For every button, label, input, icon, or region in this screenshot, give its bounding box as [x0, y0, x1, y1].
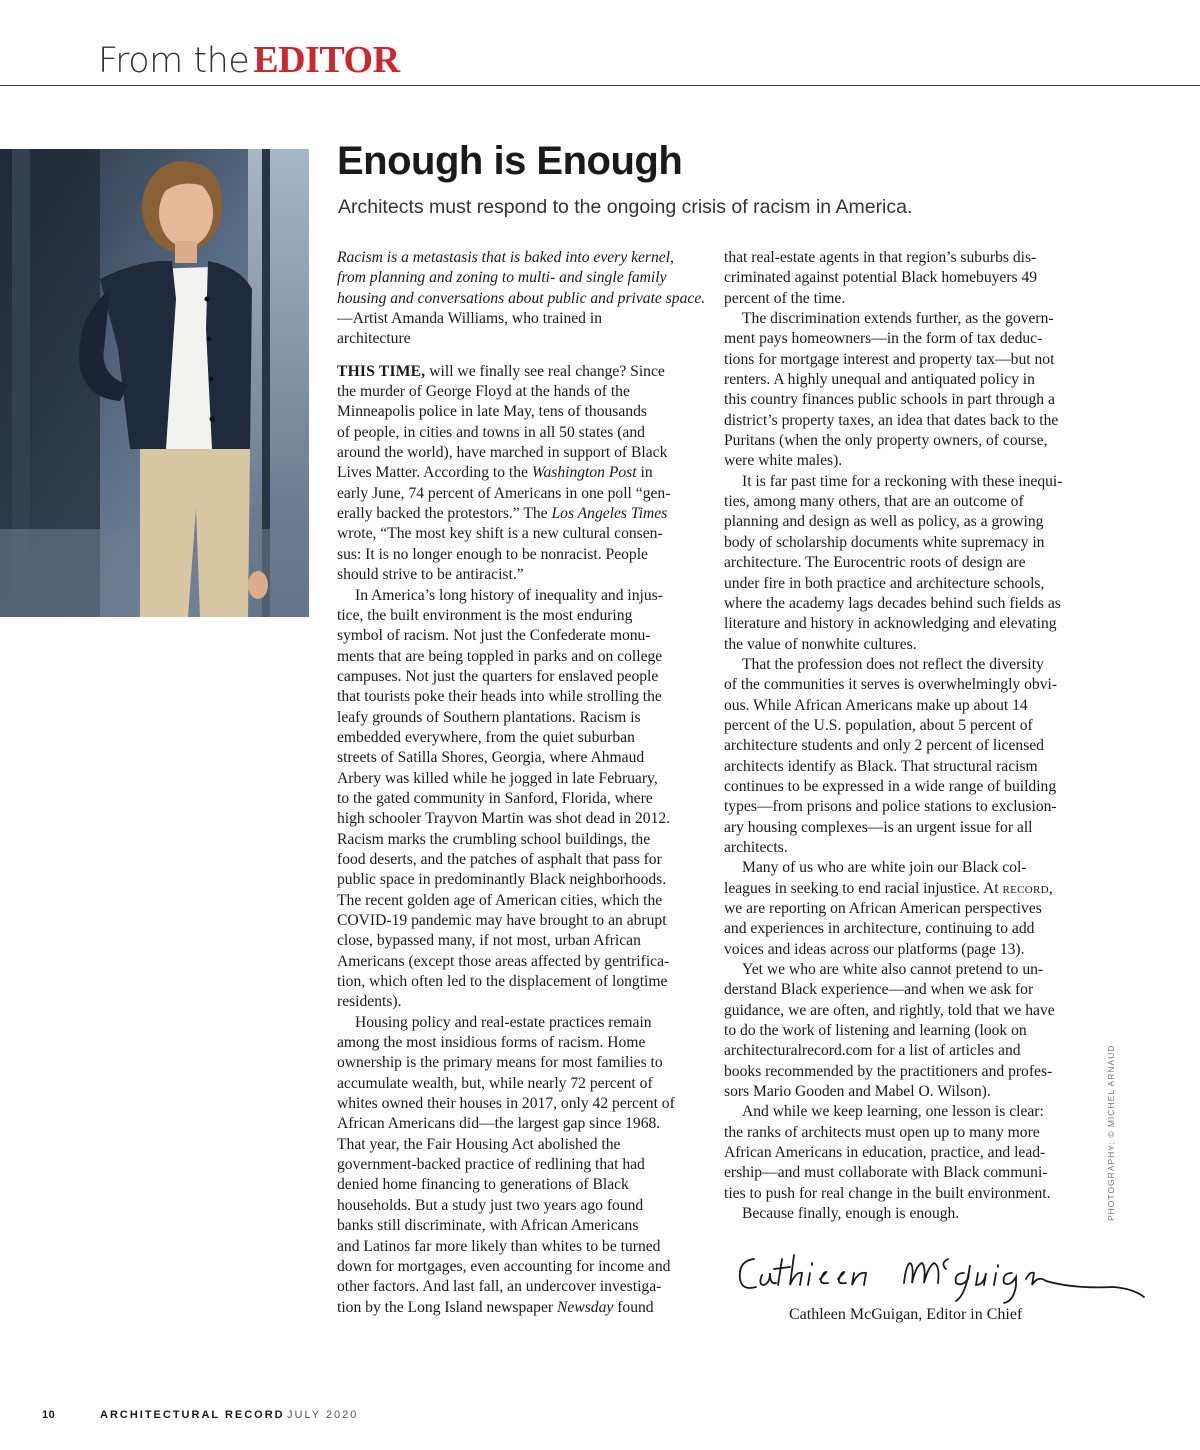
- body-line: district’s property taxes, an idea that dates back to the: [724, 411, 1059, 429]
- body-line: architecture students and only 2 percent of licensed: [724, 737, 1044, 755]
- body-line: and experiences in architecture, continuing to add: [724, 920, 1035, 938]
- record-wordmark: record: [1002, 879, 1049, 897]
- section-header: [98, 38, 400, 82]
- body-line: derstand Black experience—and when we ask for: [724, 981, 1034, 999]
- body-line: under fire in both practice and architecture schools,: [724, 574, 1045, 592]
- editor-signature: [734, 1245, 1150, 1307]
- body-line: Puritans (when the only property owners, of course,: [724, 432, 1048, 450]
- photo-credit: PHOTOGRAPHY: © MICHEL ARNAUD: [1106, 1044, 1116, 1221]
- body-line: banks still discriminate, with African Americans: [337, 1217, 639, 1235]
- body-line: Housing policy and real-estate practices remain: [355, 1013, 652, 1031]
- publication-name: ARCHITECTURAL RECORD: [100, 1409, 285, 1421]
- body-line: were white males).: [724, 452, 843, 470]
- body-line: ous. While African Americans make up about 14: [724, 696, 1028, 714]
- body-line: wrote, “The most key shift is a new cultural consen-: [337, 525, 663, 543]
- body-line: the value of nonwhite cultures.: [724, 635, 917, 653]
- body-line: architects identify as Black. That structural racism: [724, 757, 1038, 775]
- body-line: Because finally, enough is enough.: [742, 1205, 960, 1223]
- body-line: early June, 74 percent of Americans in one poll “gen-: [337, 484, 671, 502]
- body-line: planning and design as well as policy, as a growing: [724, 513, 1044, 531]
- body-line: to do the work of listening and learning (look on: [724, 1022, 1027, 1040]
- body-line: body of scholarship documents white supremacy in: [724, 533, 1045, 551]
- body-line: of the communities it serves is overwhelmingly obvi-: [724, 676, 1058, 694]
- body-line: ary housing complexes—is an urgent issue for all: [724, 818, 1033, 836]
- body-line: percent of the U.S. population, about 5 percent of: [724, 716, 1033, 734]
- body-line: leafy grounds of Southern plantations. Racism is: [337, 708, 641, 726]
- body-line: criminated against potential Black homebuyers 49: [724, 269, 1038, 287]
- body-line: high schooler Trayvon Martin was shot dead in 2012.: [337, 810, 671, 828]
- body-line: where the academy lags decades behind such fields as: [724, 594, 1061, 612]
- body-line: literature and history in acknowledging and elevating: [724, 615, 1057, 633]
- quote-line: housing and conversations about public and private space.: [337, 289, 706, 307]
- body-line: down for mortgages, even accounting for income and: [337, 1257, 671, 1275]
- body-line: African Americans in education, practice, and lead-: [724, 1144, 1046, 1162]
- body-line: close, bypassed many, if not most, urban African: [337, 932, 641, 950]
- body-line: accumulate wealth, but, while nearly 72 percent of: [337, 1074, 653, 1092]
- body-line: Yet we who are white also cannot pretend to un-: [742, 961, 1044, 979]
- body-line: That the profession does not reflect the diversity: [742, 655, 1044, 673]
- body-line: tion by the Long Island newspaper Newsday found: [337, 1298, 654, 1316]
- body-line: embedded everywhere, from the quiet suburban: [337, 728, 635, 746]
- body-line: renters. A highly unequal and antiquated policy in: [724, 371, 1035, 389]
- body-line: among the most insidious forms of racism. Home: [337, 1034, 646, 1052]
- body-line: residents).: [337, 993, 402, 1011]
- body-line: books recommended by the practitioners and profes-: [724, 1062, 1053, 1080]
- body-line: ments that are being toppled in parks and on college: [337, 647, 663, 665]
- body-line: architects.: [724, 838, 788, 856]
- body-line: In America’s long history of inequality and injus-: [355, 586, 663, 604]
- body-line: the ranks of architects must open up to many more: [724, 1123, 1040, 1141]
- body-line: around the world), have marched in support of Black: [337, 444, 668, 462]
- body-column-right: [724, 248, 1084, 1225]
- body-line: streets of Satilla Shores, Georgia, where Ahmaud: [337, 749, 645, 767]
- body-line: The recent golden age of American cities, which the: [337, 891, 663, 909]
- body-line: ment pays homeowners—in the form of tax deduc-: [724, 330, 1043, 348]
- body-line: continues to be expressed in a wide range of building: [724, 777, 1057, 795]
- body-line: Lives Matter. According to the Washington Post in: [337, 464, 653, 482]
- body-line: tions for mortgage interest and property tax—but not: [724, 350, 1055, 368]
- body-line: public space in predominantly Black neighborhoods.: [337, 871, 667, 889]
- body-line: architecturalrecord.com for a list of articles and: [724, 1042, 1021, 1060]
- body-line: ties to push for real change in the built environment.: [724, 1184, 1051, 1202]
- body-line: The discrimination extends further, as the govern-: [742, 310, 1054, 328]
- header-rule: [0, 85, 1200, 86]
- body-line: architecture. The Eurocentric roots of design are: [724, 554, 1026, 572]
- body-line: guidance, we are often, and rightly, told that we have: [724, 1001, 1055, 1019]
- body-line: other factors. And last fall, an undercover investiga-: [337, 1278, 662, 1296]
- body-line: ties, among many others, that are an outcome of: [724, 493, 1024, 511]
- body-line: to the gated community in Sanford, Florida, where: [337, 789, 653, 807]
- body-line: households. But a study just two years ago found: [337, 1196, 644, 1214]
- body-line: And while we keep learning, one lesson is clear:: [742, 1103, 1044, 1121]
- body-line: government-backed practice of redlining that had: [337, 1156, 645, 1174]
- body-line: voices and ideas across our platforms (page 13).: [724, 940, 1025, 958]
- body-line: that real-estate agents in that region’s suburbs dis-: [724, 249, 1037, 266]
- body-line: denied home financing to generations of Black: [337, 1176, 629, 1194]
- body-line: that tourists poke their heads into while strolling the: [337, 688, 662, 706]
- quote-line: Racism is a metastasis that is baked into every kernel,: [337, 249, 674, 266]
- body-line: THIS TIME, will we finally see real change? Since: [337, 362, 665, 380]
- quote-line: from planning and zoning to multi- and single family: [337, 269, 667, 287]
- body-line: campuses. Not just the quarters for enslaved people: [337, 667, 659, 685]
- body-line: COVID-19 pandemic may have brought to an abrupt: [337, 912, 667, 929]
- quote-attribution: —Artist Amanda Williams, who trained in: [337, 310, 603, 328]
- body-line: ownership is the primary means for most families to: [337, 1054, 663, 1072]
- body-line: percent of the time.: [724, 289, 846, 307]
- body-line: symbol of racism. Not just the Confederate monu-: [337, 627, 651, 645]
- body-line: ership—and must collaborate with Black communi-: [724, 1164, 1048, 1182]
- body-line: Americans (except those areas affected by gentrifica-: [337, 952, 670, 970]
- body-line: Racism marks the crumbling school buildings, the: [337, 830, 651, 848]
- body-line: Arbery was killed while he jogged in late February,: [337, 769, 658, 787]
- body-line: food deserts, and the patches of asphalt that pass for: [337, 850, 662, 868]
- article-title: Enough is Enough: [337, 139, 683, 183]
- portrait-illustration: [0, 149, 309, 617]
- article-subtitle: Architects must respond to the ongoing crisis of racism in America.: [338, 196, 913, 218]
- signature-name: Cathleen McGuigan, Editor in Chief: [789, 1306, 1023, 1323]
- body-line: It is far past time for a reckoning with these inequi-: [742, 472, 1063, 490]
- body-line: Many of us who are white join our Black col-: [742, 859, 1027, 877]
- body-line: this country finances public schools in part through a: [724, 391, 1055, 409]
- body-line: tion, which often led to the displacement of longtime: [337, 973, 668, 991]
- body-line: whites owned their houses in 2017, only 42 percent of: [337, 1095, 675, 1113]
- body-line: we are reporting on African American perspectives: [724, 900, 1042, 917]
- body-column-left: [337, 248, 706, 1318]
- header-section: EDITOR: [253, 39, 400, 81]
- issue-date: JULY 2020: [287, 1409, 359, 1421]
- body-line: types—from prisons and police stations to exclusion-: [724, 798, 1057, 816]
- quote-attribution: architecture: [337, 330, 411, 348]
- header-prefix: From the: [98, 41, 250, 81]
- body-line: African Americans did—the largest gap since 1968.: [337, 1115, 661, 1133]
- body-line: the murder of George Floyd at the hands of the: [337, 383, 630, 401]
- editor-portrait: [0, 149, 309, 617]
- body-line: erally backed the protestors.” The Los Angeles Times: [337, 505, 668, 523]
- body-line: of people, in cities and towns in all 50 states (and: [337, 423, 645, 441]
- page-number: 10: [42, 1409, 56, 1421]
- body-line: sus: It is no longer enough to be nonracist. People: [337, 545, 648, 563]
- body-line: Minneapolis police in late May, tens of thousands: [337, 403, 647, 421]
- body-line: tice, the built environment is the most enduring: [337, 606, 633, 624]
- body-line: sors Mario Gooden and Mabel O. Wilson).: [724, 1083, 991, 1101]
- body-line: leagues in seeking to end racial injustice. At record,: [724, 879, 1053, 897]
- body-line: should strive to be antiracist.”: [337, 566, 524, 584]
- body-line: and Latinos far more likely than whites to be turned: [337, 1237, 661, 1255]
- body-line: That year, the Fair Housing Act abolished the: [337, 1135, 621, 1153]
- lead-in: THIS TIME,: [337, 362, 426, 380]
